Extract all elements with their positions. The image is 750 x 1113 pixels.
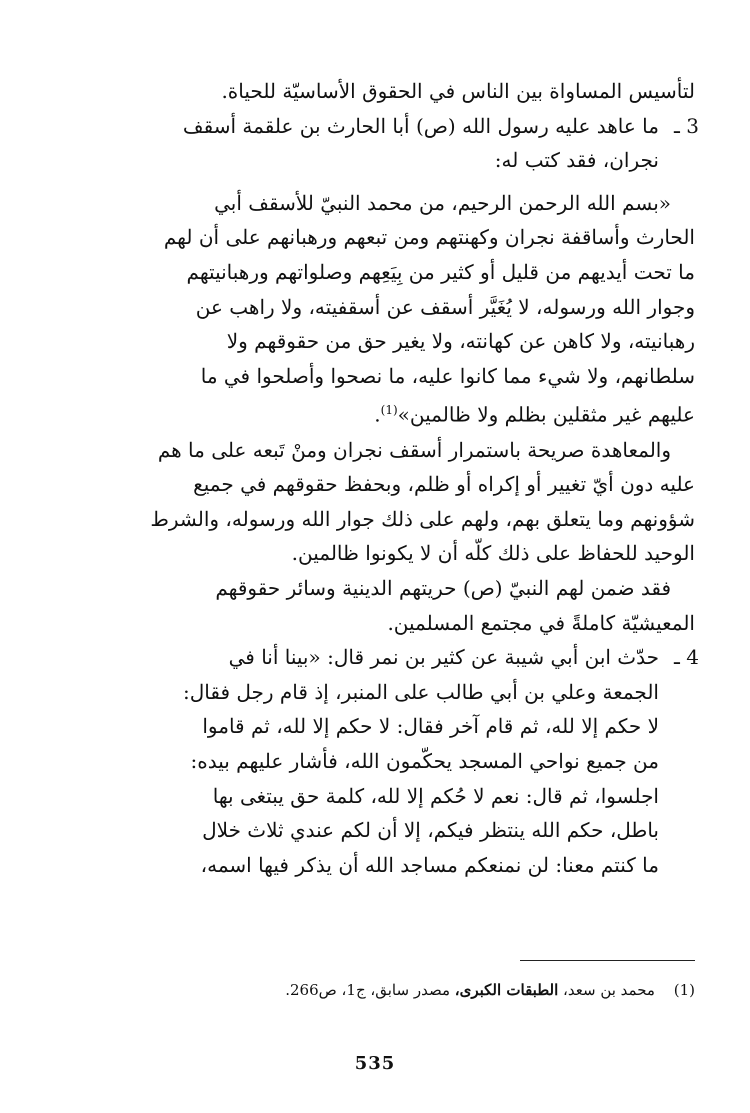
- footnote-number: (1): [673, 981, 695, 999]
- item-4-line: ما كنتم معنا: لن نمنعكم مساجد الله أن يذكر فيها اسمه،: [200, 852, 659, 877]
- footnote-reference: (1): [380, 403, 398, 418]
- item-4-line: من جميع نواحي المسجد يحكّمون الله، فأشار عليهم بيده:: [190, 748, 659, 773]
- paragraph-line: فقد ضمن لهم النبيّ (ص) حريتهم الدينية وسائر حقوقهم: [215, 575, 671, 600]
- quote-line: ما تحت أيديهم من قليل أو كثير من بِيَعِهم وصلواتهم ورهبانيتهم: [186, 259, 695, 284]
- paragraph-line: والمعاهدة صريحة باستمرار أسقف نجران ومنْ تَبعه على ما هم: [157, 437, 671, 462]
- footnote: [195, 978, 695, 1002]
- treaty-paragraph: [95, 433, 695, 571]
- main-text: [95, 74, 699, 882]
- item-3-first-line: [95, 109, 699, 144]
- paragraph-line: الوحيد للحفاظ على ذلك كلّه أن لا يكونوا ظالمين.: [291, 541, 695, 566]
- item-3-text: ما عاهد عليه رسول الله (ص) أبا الحارث بن علقمة أسقف: [182, 113, 659, 138]
- quote-line: وجوار الله ورسوله، لا يُغَيَّر أسقف عن أسقفيته، ولا راهب عن: [195, 294, 695, 319]
- footnote-separator: [520, 960, 695, 961]
- footnote-author: محمد بن سعد،: [563, 981, 655, 999]
- paragraph-line: المعيشيّة كاملةً في مجتمع المسلمين.: [387, 610, 695, 635]
- page-number: 535: [354, 1053, 396, 1074]
- intro-line: لتأسيس المساواة بين الناس في الحقوق الأساسيّة للحياة.: [221, 79, 695, 103]
- item-4-number: 4 ـ: [674, 645, 699, 670]
- quote-line: الحارث وأساقفة نجران وكهنتهم ومن تبعهم ورهبانهم على أن لهم: [163, 225, 695, 250]
- item-4-text: حدّث ابن أبي شيبة عن كثير بن نمر قال: «بينا أنا في: [228, 645, 659, 670]
- footnote-book-title: الطبقات الكبرى،: [454, 981, 559, 999]
- quote-last-line: عليهم غير مثقلين بظلم ولا ظالمين»$^{(1)}$.: [374, 403, 695, 427]
- quote-line: رهبانيته، ولا كاهن عن كهانته، ولا يغير حق من حقوقهم ولا: [226, 329, 695, 354]
- paragraph-line: عليه دون أيّ تغيير أو إكراه أو ظلم، وبحفظ حقوقهم في جميع: [193, 472, 695, 497]
- item-3-number: 3 ـ: [674, 113, 699, 138]
- item-3-second-line: نجران، فقد كتب له:: [494, 148, 659, 173]
- quote-line: «بسم الله الرحمن الرحيم، من محمد النبيّ للأسقف أبي: [214, 190, 671, 215]
- item-4-first-line: [95, 640, 699, 675]
- item-4-line: باطل، حكم الله ينتظر فيكم، إلا أن لكم عندي ثلاث خلال: [202, 818, 659, 843]
- quote-line: سلطانهم، ولا شيء مما كانوا عليه، ما نصحوا وأصلحوا في ما: [200, 363, 695, 388]
- guarantee-paragraph: [95, 571, 695, 640]
- treaty-quote: [95, 186, 695, 433]
- item-4-line: لا حكم إلا لله، ثم قام آخر فقال: لا حكم إلا لله، ثم قاموا: [202, 714, 659, 739]
- footnote-citation: مصدر سابق، ج1، ص266.: [285, 981, 450, 999]
- item-4-line: الجمعة وعلي بن أبي طالب على المنبر، إذ قام رجل فقال:: [183, 679, 659, 704]
- quote-text: عليهم غير مثقلين بظلم ولا ظالمين»: [397, 403, 695, 427]
- paragraph-line: شؤونهم وما يتعلق بهم، ولهم على ذلك جوار الله ورسوله، والشرط: [150, 506, 695, 531]
- item-4-line: اجلسوا، ثم قال: نعم لا حُكم إلا لله، كلمة حق يبتغى بها: [212, 783, 659, 808]
- item-4: [95, 640, 699, 882]
